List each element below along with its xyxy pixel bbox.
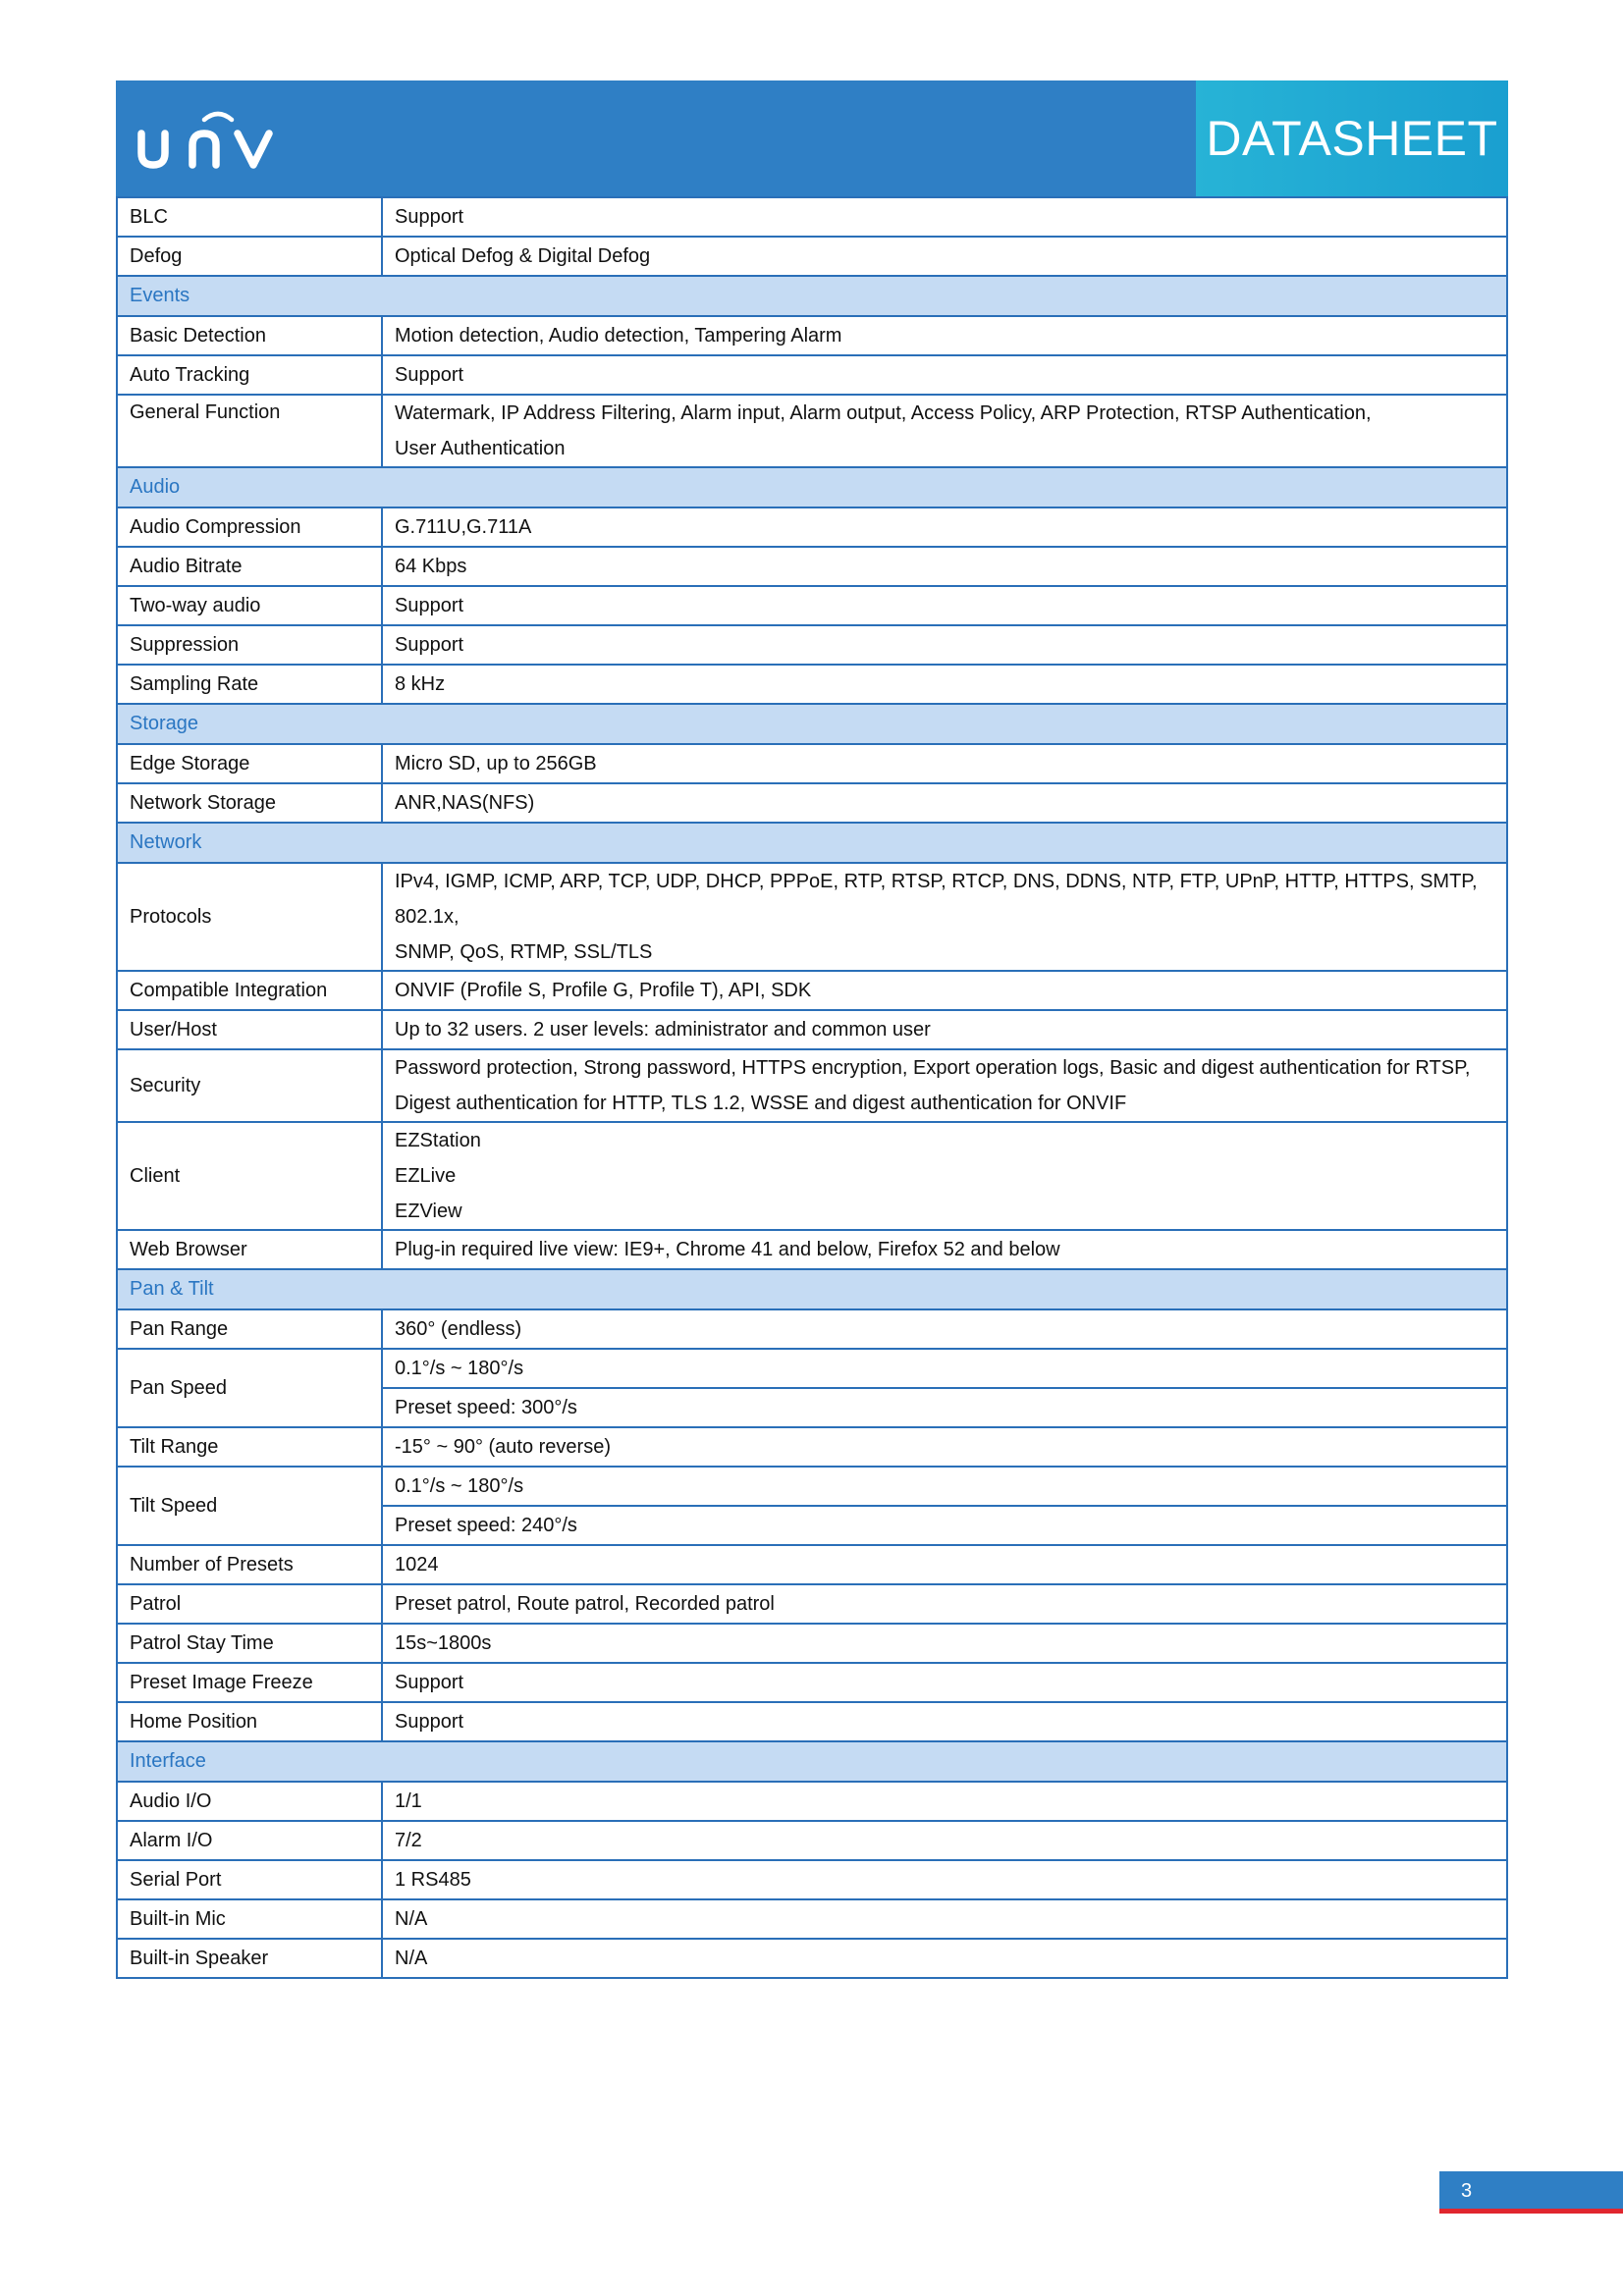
spec-row <box>117 395 1507 467</box>
spec-label: Compatible Integration <box>117 971 382 1010</box>
spec-value-line: Support <box>395 1671 464 1693</box>
spec-value-line: EZStation <box>395 1130 481 1151</box>
spec-value <box>382 1122 1507 1230</box>
spec-value-line: Support <box>395 205 464 228</box>
spec-label: Home Position <box>117 1702 382 1741</box>
spec-label: Built-in Speaker <box>117 1939 382 1978</box>
spec-row <box>117 1584 1507 1624</box>
spec-row <box>117 547 1507 586</box>
spec-value-line: 64 Kbps <box>395 555 467 577</box>
spec-value <box>382 1821 1507 1860</box>
spec-value-line: Support <box>395 1710 464 1733</box>
spec-row <box>117 1049 1507 1122</box>
spec-row <box>117 316 1507 355</box>
spec-label: User/Host <box>117 1010 382 1049</box>
spec-value <box>382 507 1507 547</box>
spec-value <box>382 1939 1507 1978</box>
spec-value-line: Password protection, Strong password, HTTPS encryption, Export operation logs, Basic and digest authentication for RTSP, <box>395 1057 1471 1079</box>
spec-value <box>382 744 1507 783</box>
spec-row <box>117 1624 1507 1663</box>
spec-value: Preset speed: 300°/s <box>382 1388 1507 1427</box>
spec-value <box>382 1230 1507 1269</box>
spec-label: Alarm I/O <box>117 1821 382 1860</box>
spec-value <box>382 625 1507 665</box>
section-header <box>117 467 1507 507</box>
spec-row <box>117 971 1507 1010</box>
spec-value-line: SNMP, QoS, RTMP, SSL/TLS <box>395 941 653 963</box>
section-header <box>117 276 1507 316</box>
spec-label: Network Storage <box>117 783 382 823</box>
spec-value-line: Support <box>395 633 464 656</box>
spec-value <box>382 237 1507 276</box>
spec-value <box>382 863 1507 971</box>
footer-accent-line <box>1439 2209 1623 2214</box>
spec-label: General Function <box>117 395 382 467</box>
spec-row <box>117 1427 1507 1467</box>
spec-label: Serial Port <box>117 1860 382 1899</box>
spec-row <box>117 1663 1507 1702</box>
spec-row <box>117 1899 1507 1939</box>
spec-value <box>382 1899 1507 1939</box>
spec-label: Patrol Stay Time <box>117 1624 382 1663</box>
spec-value-line: 1024 <box>395 1553 439 1575</box>
spec-row <box>117 1467 1507 1506</box>
spec-value <box>382 1309 1507 1349</box>
spec-value-line: EZView <box>395 1201 462 1222</box>
spec-value-line: G.711U,G.711A <box>395 515 532 538</box>
spec-label: Basic Detection <box>117 316 382 355</box>
spec-label: Number of Presets <box>117 1545 382 1584</box>
spec-row <box>117 507 1507 547</box>
spec-table <box>116 196 1508 1979</box>
spec-value-line: 7/2 <box>395 1829 422 1851</box>
spec-value-line: 360° (endless) <box>395 1317 522 1340</box>
spec-row <box>117 1821 1507 1860</box>
spec-label: Audio Compression <box>117 507 382 547</box>
page-header <box>116 80 1508 196</box>
spec-value-line: Support <box>395 363 464 386</box>
spec-value-line: Support <box>395 594 464 616</box>
spec-value <box>382 1782 1507 1821</box>
spec-row <box>117 1545 1507 1584</box>
spec-label: Pan Speed <box>117 1349 382 1427</box>
spec-label: Tilt Range <box>117 1427 382 1467</box>
spec-value <box>382 197 1507 237</box>
spec-label: Auto Tracking <box>117 355 382 395</box>
spec-label: Audio Bitrate <box>117 547 382 586</box>
spec-label: Web Browser <box>117 1230 382 1269</box>
spec-value-line: Watermark, IP Address Filtering, Alarm input, Alarm output, Access Policy, ARP Protection, RTSP Authentication, <box>395 402 1372 424</box>
spec-value-line: Up to 32 users. 2 user levels: administrator and common user <box>395 1018 931 1041</box>
spec-value <box>382 971 1507 1010</box>
spec-value-line: 1 RS485 <box>395 1868 471 1891</box>
spec-value: Preset speed: 240°/s <box>382 1506 1507 1545</box>
spec-row <box>117 665 1507 704</box>
spec-value <box>382 1427 1507 1467</box>
spec-row <box>117 1010 1507 1049</box>
spec-value-line: Plug-in required live view: IE9+, Chrome 41 and below, Firefox 52 and below <box>395 1238 1060 1260</box>
spec-value <box>382 1545 1507 1584</box>
spec-value-line: 15s~1800s <box>395 1631 492 1654</box>
section-header <box>117 704 1507 744</box>
spec-value <box>382 1860 1507 1899</box>
spec-value-line: Micro SD, up to 256GB <box>395 752 597 774</box>
spec-value-line: Preset patrol, Route patrol, Recorded patrol <box>395 1592 775 1615</box>
spec-row <box>117 1349 1507 1388</box>
spec-row <box>117 197 1507 237</box>
section-header <box>117 823 1507 863</box>
spec-value-line: User Authentication <box>395 438 566 459</box>
spec-value: 0.1°/s ~ 180°/s <box>382 1467 1507 1506</box>
spec-row <box>117 1122 1507 1230</box>
section-title: Audio <box>117 467 1507 507</box>
section-header <box>117 1741 1507 1782</box>
section-header <box>117 1269 1507 1309</box>
spec-value-line: 1/1 <box>395 1789 422 1812</box>
spec-value: 0.1°/s ~ 180°/s <box>382 1349 1507 1388</box>
spec-value-line: Motion detection, Audio detection, Tampering Alarm <box>395 324 842 347</box>
spec-label: BLC <box>117 197 382 237</box>
spec-value-line: Digest authentication for HTTP, TLS 1.2, WSSE and digest authentication for ONVIF <box>395 1093 1127 1114</box>
spec-label: Sampling Rate <box>117 665 382 704</box>
spec-value-line: Optical Defog & Digital Defog <box>395 244 651 267</box>
spec-value-line: EZLive <box>395 1165 457 1187</box>
spec-value <box>382 1663 1507 1702</box>
spec-label: Patrol <box>117 1584 382 1624</box>
spec-value <box>382 355 1507 395</box>
spec-label: Client <box>117 1122 382 1230</box>
spec-value-line: ANR,NAS(NFS) <box>395 791 535 814</box>
spec-label: Built-in Mic <box>117 1899 382 1939</box>
spec-label: Preset Image Freeze <box>117 1663 382 1702</box>
spec-row <box>117 1782 1507 1821</box>
spec-label: Tilt Speed <box>117 1467 382 1545</box>
spec-row <box>117 237 1507 276</box>
spec-label: Security <box>117 1049 382 1122</box>
spec-row <box>117 1702 1507 1741</box>
spec-label: Two-way audio <box>117 586 382 625</box>
spec-value <box>382 665 1507 704</box>
spec-value <box>382 1624 1507 1663</box>
spec-value-line: ONVIF (Profile S, Profile G, Profile T), API, SDK <box>395 979 812 1001</box>
datasheet-tag: DATASHEET <box>1196 80 1508 196</box>
spec-value <box>382 1702 1507 1741</box>
page-number: 3 <box>1439 2171 1623 2211</box>
spec-row <box>117 355 1507 395</box>
section-title: Pan & Tilt <box>117 1269 1507 1309</box>
spec-value <box>382 1010 1507 1049</box>
spec-row <box>117 744 1507 783</box>
spec-value-line: N/A <box>395 1947 428 1969</box>
section-title: Network <box>117 823 1507 863</box>
spec-value <box>382 547 1507 586</box>
spec-label: Defog <box>117 237 382 276</box>
spec-row <box>117 1939 1507 1978</box>
spec-label: Edge Storage <box>117 744 382 783</box>
spec-value-line: 8 kHz <box>395 672 446 695</box>
spec-value <box>382 783 1507 823</box>
section-title: Events <box>117 276 1507 316</box>
spec-value-line: IPv4, IGMP, ICMP, ARP, TCP, UDP, DHCP, PPPoE, RTP, RTSP, RTCP, DNS, DDNS, NTP, FTP, UPnP, HTTP, HTTPS, SMTP, 802.1x, <box>395 871 1478 928</box>
section-title: Storage <box>117 704 1507 744</box>
spec-value-line: -15° ~ 90° (auto reverse) <box>395 1435 611 1458</box>
section-title: Interface <box>117 1741 1507 1782</box>
spec-row <box>117 1230 1507 1269</box>
spec-value <box>382 1049 1507 1122</box>
spec-label: Suppression <box>117 625 382 665</box>
spec-label: Pan Range <box>117 1309 382 1349</box>
spec-value <box>382 395 1507 467</box>
spec-row <box>117 783 1507 823</box>
spec-value <box>382 586 1507 625</box>
spec-label: Audio I/O <box>117 1782 382 1821</box>
spec-row <box>117 625 1507 665</box>
spec-value <box>382 316 1507 355</box>
spec-row <box>117 1309 1507 1349</box>
spec-value <box>382 1584 1507 1624</box>
spec-label: Protocols <box>117 863 382 971</box>
spec-row <box>117 863 1507 971</box>
spec-value-line: N/A <box>395 1907 428 1930</box>
spec-row <box>117 586 1507 625</box>
unv-logo <box>135 100 283 179</box>
spec-row <box>117 1860 1507 1899</box>
